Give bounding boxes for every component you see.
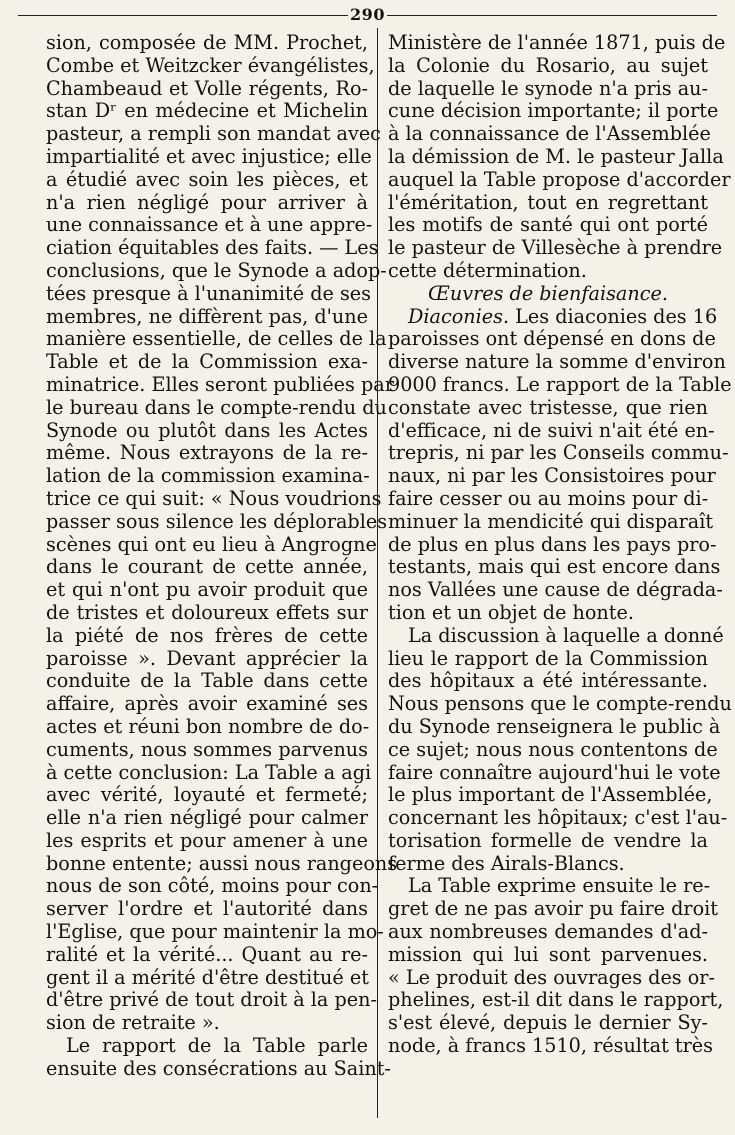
text-line: paroisses ont dépensé en dons de xyxy=(388,327,716,351)
text-line: cuments, nous sommes parvenus xyxy=(46,737,368,761)
page-number: 290 xyxy=(350,4,385,24)
section-heading: Œuvres de bienfaisance. xyxy=(428,281,668,305)
text-line: à cette conclusion: La Table a agi xyxy=(46,760,372,784)
text-line: de tristes et doloureux effets sur xyxy=(46,600,368,624)
diaconies-first-line xyxy=(388,304,718,329)
text-line: membres, ne diffèrent pas, d'une xyxy=(46,304,368,328)
text-line: les esprits et pour amener à une xyxy=(46,828,368,852)
text-line: ensuite des consécrations au Saint- xyxy=(46,1056,391,1080)
text-line: affaire, après avoir examiné ses xyxy=(46,692,368,716)
text-line: l'Eglise, que pour maintenir la mo- xyxy=(46,920,384,944)
text-line: a étudié avec soin les pièces, et xyxy=(46,167,368,191)
text-line: trepris, ni par les Conseils commu- xyxy=(388,441,729,465)
text-line: le plus important de l'Assemblée, xyxy=(388,783,713,807)
column-divider xyxy=(377,28,378,1118)
text-line: constate avec tristesse, que rien xyxy=(388,395,708,419)
text-line: mission qui lui sont parvenues. xyxy=(388,942,708,966)
diaconies-first-rest: Les diaconies des 16 xyxy=(515,304,718,328)
text-line: lieu le rapport de la Commission xyxy=(388,646,708,670)
right-column-paragraphs-diaconies xyxy=(388,327,732,1058)
text-line: « Le produit des ouvrages des or- xyxy=(388,965,715,989)
text-line: faire connaître aujourd'hui le vote xyxy=(388,760,721,784)
text-line: conclusions, que le Synode a adop- xyxy=(46,258,387,282)
text-line: bonne entente; aussi nous rangeons xyxy=(46,851,398,875)
text-line: les motifs de santé qui ont porté xyxy=(388,213,708,237)
text-line: la démission de M. le pasteur Jalla xyxy=(388,144,724,168)
text-line: ce sujet; nous nous contentons de xyxy=(388,737,718,761)
text-line: Ministère de l'année 1871, puis de xyxy=(388,31,726,54)
text-line: 9000 francs. Le rapport de la Table xyxy=(388,372,732,396)
text-line: concernant les hôpitaux; c'est l'au- xyxy=(388,806,728,830)
text-line: Le rapport de la Table parle xyxy=(66,1034,368,1058)
text-line: stan Dʳ en médecine et Michelin xyxy=(46,99,368,123)
text-line: ralité et la vérité... Quant au re- xyxy=(46,942,368,966)
text-line: phelines, est-il dit dans le rapport, xyxy=(388,988,724,1012)
text-line: même. Nous extrayons de la re- xyxy=(46,441,368,465)
text-line: actes et réuni bon nombre de do- xyxy=(46,714,370,738)
text-line: scènes qui ont eu lieu à Angrogne xyxy=(46,532,377,556)
text-line: Table et de la Commission exa- xyxy=(46,350,368,374)
text-line: La discussion à laquelle a donné xyxy=(408,623,724,647)
text-line: et qui n'ont pu avoir produit que xyxy=(46,578,368,602)
text-line: Synode ou plutôt dans les Actes xyxy=(46,418,368,442)
text-line: du Synode renseignera le public à xyxy=(388,714,721,738)
text-line: minatrice. Elles seront publiées par xyxy=(46,372,394,396)
text-line: Chambeaud et Volle régents, Ro- xyxy=(46,76,368,100)
text-line: conduite de la Table dans cette xyxy=(46,669,368,693)
text-line: ferme des Airals-Blancs. xyxy=(388,851,625,875)
text-line: gent il a mérité d'être destitué et xyxy=(46,965,369,989)
text-line: de plus en plus dans les pays pro- xyxy=(388,532,717,556)
text-line: à la connaissance de l'Assemblée xyxy=(388,122,711,146)
text-line: sion de retraite ». xyxy=(46,1011,220,1035)
text-line: pasteur, a rempli son mandat avec xyxy=(46,122,381,146)
text-line: server l'ordre et l'autorité dans xyxy=(46,897,368,921)
text-line: Combe et Weitzcker évangélistes, xyxy=(46,53,375,77)
text-line: impartialité et avec injustice; elle xyxy=(46,144,372,168)
text-line: le bureau dans le compte-rendu du xyxy=(46,395,387,419)
text-line: l'éméritation, tout en regrettant xyxy=(388,190,708,214)
text-line: auquel la Table propose d'accorder xyxy=(388,167,731,191)
text-line: une connaissance et à une appre- xyxy=(46,213,373,237)
text-line: nos Vallées une cause de dégrada- xyxy=(388,578,723,602)
text-line: aux nombreuses demandes d'ad- xyxy=(388,920,708,944)
text-line: minuer la mendicité qui disparaît xyxy=(388,509,714,533)
text-line: testants, mais qui est encore dans xyxy=(388,555,721,579)
text-line: tion et un objet de honte. xyxy=(388,600,634,624)
text-line: dans le courant de cette année, xyxy=(46,555,368,579)
text-line: d'être privé de tout droit à la pen- xyxy=(46,988,377,1012)
text-line: des hôpitaux a été intéressante. xyxy=(388,669,708,693)
text-line: passer sous silence les déplorables xyxy=(46,509,388,533)
text-line: diverse nature la somme d'environ xyxy=(388,350,726,374)
right-column xyxy=(388,31,732,1058)
text-line: avec vérité, loyauté et fermeté; xyxy=(46,783,368,807)
text-line: n'a rien négligé pour arriver à xyxy=(46,190,368,214)
text-line: la piété de nos frères de cette xyxy=(46,623,368,647)
text-line: elle n'a rien négligé pour calmer xyxy=(46,806,368,830)
text-line: nous de son côté, moins pour con- xyxy=(46,874,379,898)
left-column xyxy=(46,31,398,1081)
text-line: ciation équitables des faits. — Les xyxy=(46,236,379,260)
header-rule-right xyxy=(387,15,717,16)
text-line: lation de la commission examina- xyxy=(46,464,370,488)
diaconies-term: Diaconies. xyxy=(408,304,510,328)
text-line: d'efficace, ni de suivi n'ait été en- xyxy=(388,418,715,442)
text-line: paroisse ». Devant apprécier la xyxy=(46,646,368,670)
text-line: La Table exprime ensuite le re- xyxy=(408,874,711,898)
text-line: node, à francs 1510, résultat très xyxy=(388,1034,713,1058)
text-line: tées presque à l'unanimité de ses xyxy=(46,281,371,305)
text-line: la Colonie du Rosario, au sujet xyxy=(388,53,708,77)
text-line: cune décision importante; il porte xyxy=(388,99,719,123)
text-line: s'est élevé, depuis le dernier Sy- xyxy=(388,1011,708,1035)
text-line: faire cesser ou au moins pour di- xyxy=(388,486,709,510)
text-line: torisation formelle de vendre la xyxy=(388,828,708,852)
text-line: le pasteur de Villesèche à prendre xyxy=(388,236,723,260)
text-line: naux, ni par les Consistoires pour xyxy=(388,464,716,488)
text-line: Nous pensons que le compte-rendu xyxy=(388,692,732,716)
right-column-paragraph-ministere xyxy=(388,31,731,283)
header-rule-left xyxy=(18,15,348,16)
text-line: cette détermination. xyxy=(388,258,587,282)
text-line: manière essentielle, de celles de la xyxy=(46,327,387,351)
text-line: trice ce qui suit: « Nous voudrions xyxy=(46,486,382,510)
text-line: de laquelle le synode n'a pris au- xyxy=(388,76,708,100)
text-line: gret de ne pas avoir pu faire droit xyxy=(388,897,718,921)
page-header xyxy=(18,4,717,24)
text-line: sion, composée de MM. Prochet, xyxy=(46,31,368,54)
